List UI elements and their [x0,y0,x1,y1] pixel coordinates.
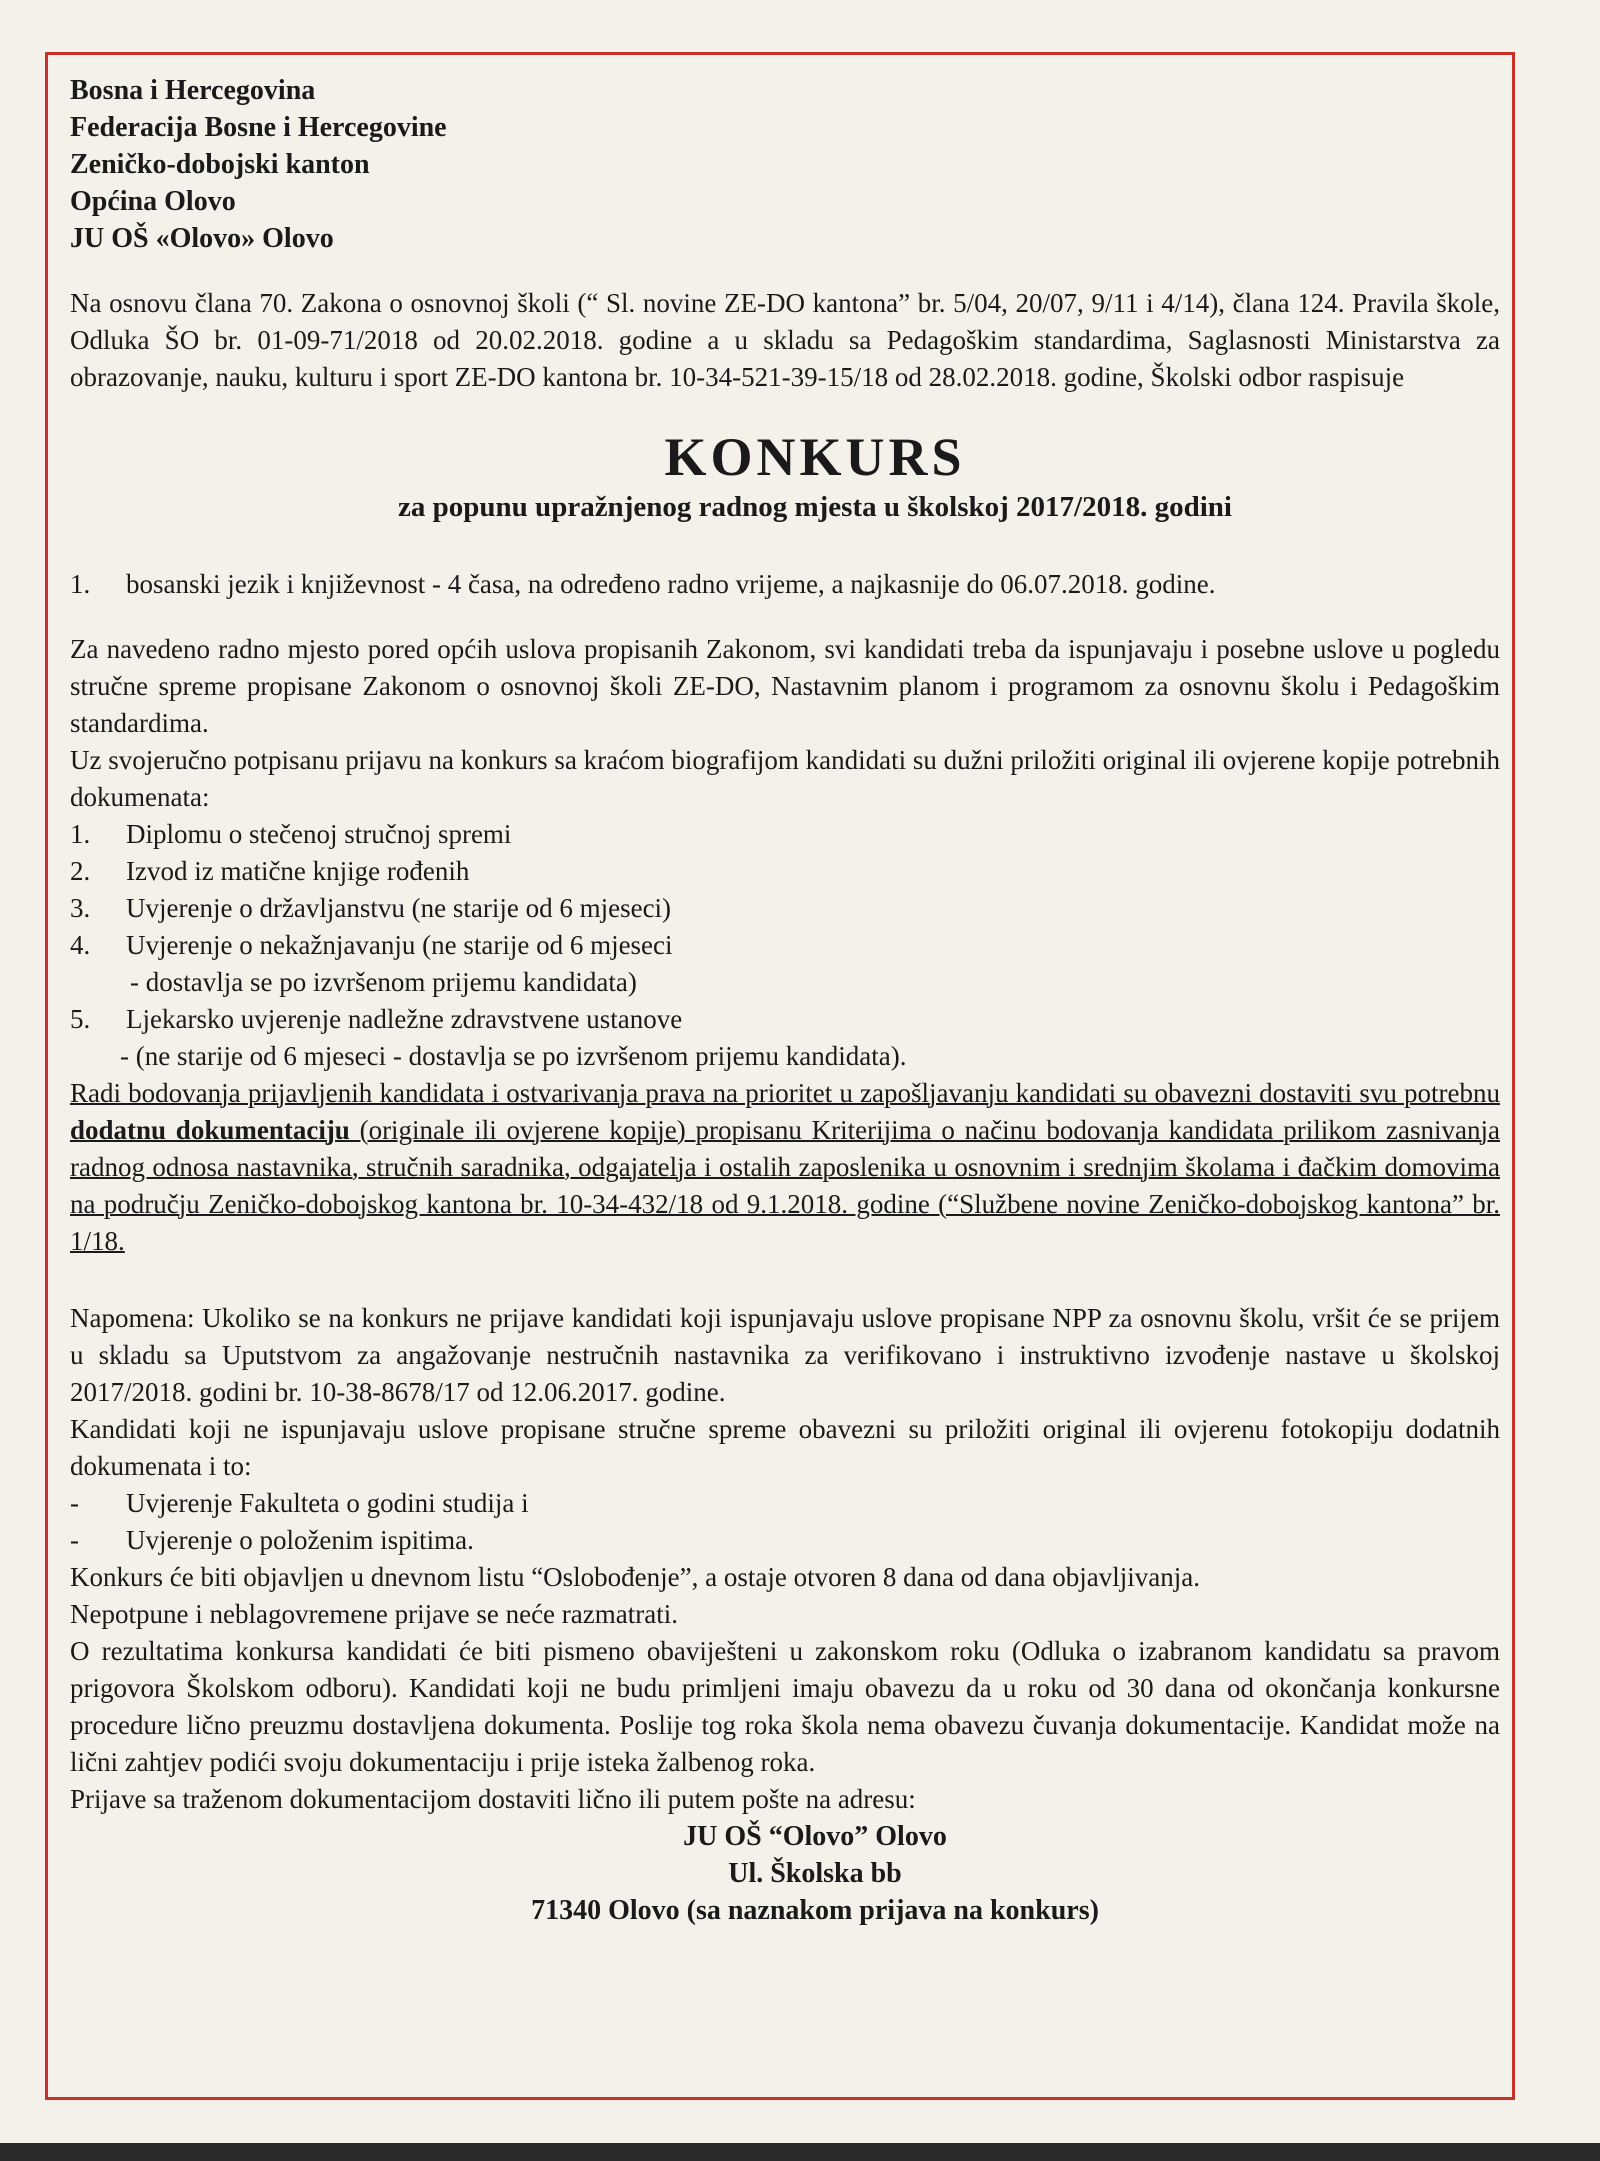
publish-paragraph: Konkurs će biti objavljen u dnevnom listu “Oslobođenje”, a ostaje otvoren 8 dana od dana objavljivanja. [70,1562,1200,1592]
list-item-text: Uvjerenje o državljanstvu (ne starije od 6 mjeseci) [126,893,672,923]
header-line-school: JU OŠ «Olovo» Olovo [70,223,334,254]
notice-content [70,72,1500,1929]
list-item-text: Uvjerenje o položenim ispitima. [126,1525,474,1555]
header-line-country: Bosna i Hercegovina [70,75,316,106]
address-city: 71340 Olovo (sa naznakom prijava na konkurs) [531,1895,1099,1926]
address-school: JU OŠ “Olovo” Olovo [683,1821,947,1852]
results-paragraph: O rezultatima konkursa kandidati će biti pismeno obaviješteni u zakonskom roku (Odluka o izabranom kandidatu sa pravom prigovora Školskom odboru). Kandidati koji ne budu primljeni imaju obavezu da u roku od 30 dana od okončanja konkursne procedure lično preuzmu dostavljena dokumenta. Poslije tog roka škola nema obavezu čuvanja dokumentacije. Kandidat može na lični zahtjev podići svoju dokumentaciju i prije isteka žalbenog roka. [70,1636,1500,1777]
list-item-number: 3. [70,893,91,923]
list-item [70,1001,1500,1038]
list-item-note: - (ne starije od 6 mjeseci - dostavlja se po izvršenom prijemu kandidata). [120,1041,907,1071]
scoring-text-start: Radi bodovanja prijavljenih kandidata i ostvarivanja prava na prioritet u zapošljavanju kandidati su obavezni dostaviti svu potrebnu [70,1078,1500,1108]
list-item [70,853,1500,890]
documents-intro: Uz svojeručno potpisanu prijavu na konkurs sa kraćom biografijom kandidati su dužni priložiti original ili ovjerene kopije potrebnih dokumenata: [70,745,1500,812]
note-paragraph: Napomena: Ukoliko se na konkurs ne prijave kandidati koji ispunjavaju uslove propisane NPP za osnovnu školu, vršit će se prijem u skladu sa Uputstvom za angažovanje nestručnih nastavnika za verifikovano i instruktivno izvođenje nastave u školskoj 2017/2018. godini br. 10-38-8678/17 od 12.06.2017. godine. [70,1303,1500,1407]
list-item-text: Ljekarsko uvjerenje nadležne zdravstvene ustanove [126,1004,683,1034]
list-item-text: Uvjerenje o nekažnjavanju (ne starije od 6 mjeseci [126,930,673,960]
list-item-text: Izvod iz matične knjige rođenih [126,856,470,886]
address-block [70,1818,1500,1929]
page-subtitle: za popunu upražnjenog radnog mjesta u školskoj 2017/2018. godini [398,491,1232,523]
header-line-canton: Zeničko-dobojski kanton [70,149,370,180]
page-title: KONKURS [664,427,966,487]
incomplete-paragraph: Nepotpune i neblagovremene prijave se neće razmatrati. [70,1599,678,1629]
header-line-municipality: Općina Olovo [70,186,236,217]
issuer-header [70,72,1500,257]
position-text: bosanski jezik i književnost - 4 časa, na određeno radno vrijeme, a najkasnije do 06.07.2018. godine. [126,569,1216,599]
position-number: 1. [70,569,91,599]
scoring-paragraph [70,1075,1500,1260]
scoring-text-end: (originale ili ovjerene kopije) propisanu Kriterijima o načinu bodovanja kandidata prilikom zasnivanja radnog odnosa nastavnika, stručnih saradnika, odgajatelja i ostalih zaposlenika u osnovnim i srednjim školama i đačkim domovima na području Zeničko-dobojskog kantona br. 10-34-432/18 od 9.1.2018. godine (“Službene novine Zeničko-dobojskog kantona” br. 1/18. [70,1115,1500,1256]
list-item-number: 1. [70,819,91,849]
list-item [70,927,1500,964]
extra-docs-intro: Kandidati koji ne ispunjavaju uslove propisane stručne spreme obavezni su priložiti original ili ovjerenu fotokopiju dodatnih dokumenata i to: [70,1414,1500,1481]
extra-docs-list [70,1485,1500,1559]
page-bottom-edge [0,2143,1600,2161]
list-item [70,1522,1500,1559]
list-item-dash: - [70,1525,79,1555]
list-item-number: 4. [70,930,91,960]
list-item-dash: - [70,1488,79,1518]
submit-paragraph: Prijave sa traženom dokumentacijom dostaviti lično ili putem pošte na adresu: [70,1784,916,1814]
documents-list [70,816,1500,1075]
list-item [70,816,1500,853]
list-item [70,1485,1500,1522]
header-line-federation: Federacija Bosne i Hercegovine [70,112,447,143]
conditions-paragraph: Za navedeno radno mjesto pored općih uslova propisanih Zakonom, svi kandidati treba da ispunjavaju i posebne uslove u pogledu stručne spreme propisane Zakonom o osnovnoj školi ZE-DO, Nastavnim planom i programom za osnovnu školu i Pedagoškim standardima. [70,634,1500,738]
position-item [70,566,1500,603]
scoring-text-bold: dodatnu dokumentaciju [70,1115,350,1145]
list-item-text: Uvjerenje Fakulteta o godini studija i [126,1488,529,1518]
list-item-number: 5. [70,1004,91,1034]
list-item [70,890,1500,927]
legal-basis-paragraph: Na osnovu člana 70. Zakona o osnovnoj školi (“ Sl. novine ZE-DO kantona” br. 5/04, 20/07, 9/11 i 4/14), člana 124. Pravila škole, Odluka ŠO br. 01-09-71/2018 od 20.02.2018. godine a u skladu sa Pedagoškim standardima, Saglasnosti Ministarstva za obrazovanje, nauku, kulturu i sport ZE-DO kantona br. 10-34-521-39-15/18 od 28.02.2018. godine, Školski odbor raspisuje [70,288,1500,392]
list-item-note: - dostavlja se po izvršenom prijemu kandidata) [130,967,637,997]
list-item-number: 2. [70,856,91,886]
address-street: Ul. Školska bb [728,1858,902,1889]
list-item-text: Diplomu o stečenoj stručnoj spremi [126,819,512,849]
